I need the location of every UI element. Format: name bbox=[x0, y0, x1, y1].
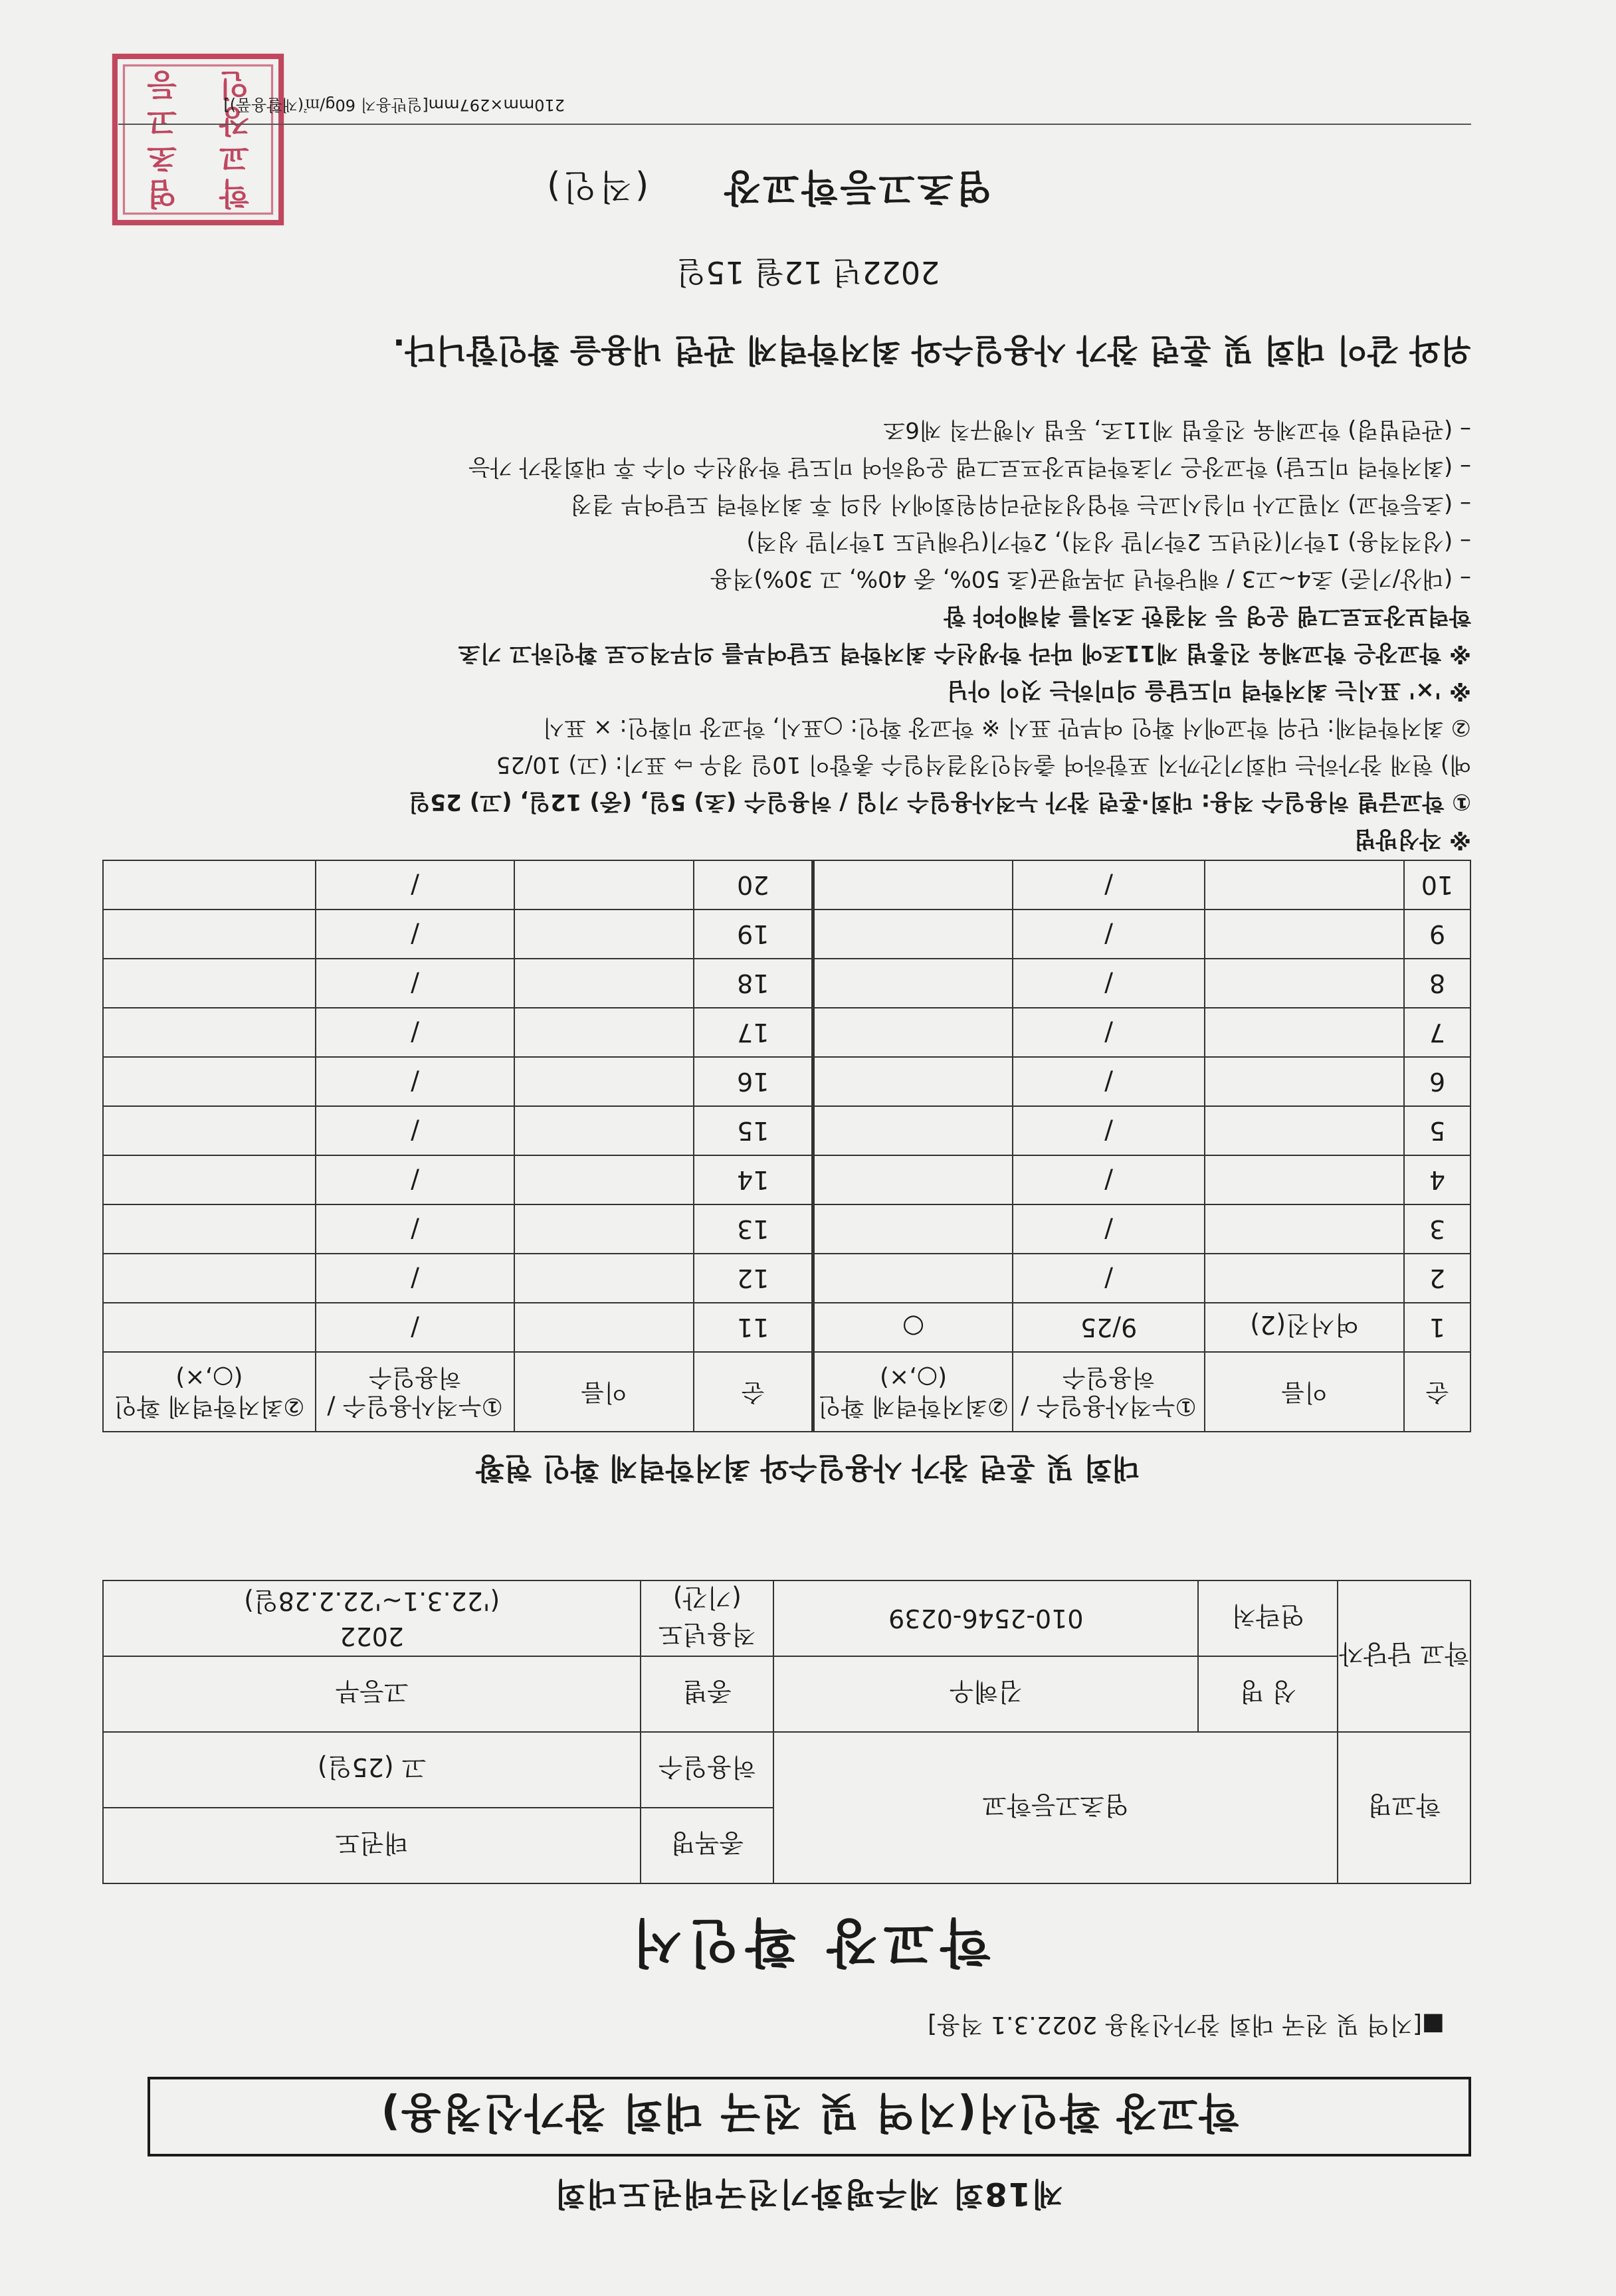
table-row bbox=[103, 860, 1470, 909]
row-no: 11 bbox=[694, 1303, 813, 1352]
allowed-days-value: 고 (25일) bbox=[103, 1732, 641, 1808]
period-year: 2022 bbox=[340, 1622, 405, 1652]
row-name bbox=[514, 1057, 694, 1106]
row-name bbox=[1205, 1008, 1404, 1057]
row-no: 18 bbox=[694, 959, 813, 1008]
header-check: ②최저학력제 확인(○,×) bbox=[813, 1352, 1013, 1432]
row-no: 6 bbox=[1404, 1057, 1470, 1106]
row-name bbox=[514, 860, 694, 909]
row-name bbox=[514, 909, 694, 959]
paper-spec: 210mm×297mm[일반용지 60g/㎡(재활용품)] bbox=[223, 96, 565, 114]
row-name bbox=[1205, 1254, 1404, 1303]
row-name bbox=[1205, 1204, 1404, 1254]
row-days: / bbox=[1013, 1057, 1205, 1106]
row-name bbox=[1205, 959, 1404, 1008]
row-days: / bbox=[316, 1155, 515, 1204]
bottom-rule bbox=[118, 124, 1471, 125]
document-title: 학교장 확인서 bbox=[625, 1912, 991, 1972]
row-check bbox=[813, 1155, 1013, 1204]
row-days: 9/25 bbox=[1013, 1303, 1205, 1352]
row-days: / bbox=[1013, 860, 1205, 909]
header-no: 순 bbox=[1404, 1352, 1470, 1432]
table-row bbox=[103, 1303, 1470, 1352]
row-days: / bbox=[316, 1106, 515, 1155]
row-no: 16 bbox=[694, 1057, 813, 1106]
row-check bbox=[103, 909, 316, 959]
note-line: – (관련법령) 학교체육 진흥법 제11조, 동법 시행규칙 제6조 bbox=[883, 417, 1471, 443]
form-title: 학교장 확인서(지역 및 전국 대회 참가신청용) bbox=[148, 2077, 1471, 2156]
row-no: 1 bbox=[1404, 1303, 1470, 1352]
grade-label: 종별 bbox=[641, 1656, 773, 1732]
contact-label: 연락처 bbox=[1198, 1580, 1338, 1656]
row-check bbox=[813, 1106, 1013, 1155]
row-days: / bbox=[316, 860, 515, 909]
row-no: 19 bbox=[694, 909, 813, 959]
row-check bbox=[103, 1106, 316, 1155]
row-days: / bbox=[1013, 1204, 1205, 1254]
participation-caption: 대회 및 훈련 참가 사용일수와 최저학력제 확인 현황 bbox=[476, 1451, 1140, 1485]
seal-text: 염초고등학교장인 bbox=[147, 67, 249, 212]
row-check bbox=[103, 1057, 316, 1106]
contact-value: 010-2546-0239 bbox=[773, 1580, 1198, 1656]
row-days: / bbox=[1013, 1106, 1205, 1155]
row-check bbox=[813, 1204, 1013, 1254]
row-name bbox=[1205, 1106, 1404, 1155]
note-line: – (최저학력 미도달) 학교장은 기초학력보장프로그램 운영하여 미도달 학생선수 이수 후 대회참가 가능 bbox=[468, 454, 1471, 480]
header-days: ①누적사용일수 /허용일수 bbox=[1013, 1352, 1205, 1432]
school-name-value: 염초고등학교 bbox=[773, 1732, 1338, 1883]
row-name bbox=[514, 1303, 694, 1352]
row-days: / bbox=[316, 959, 515, 1008]
issue-date: 2022년 12월 15일 bbox=[676, 254, 940, 290]
notes-lines bbox=[129, 411, 1471, 820]
row-no: 13 bbox=[694, 1204, 813, 1254]
seal-border bbox=[115, 56, 281, 223]
note-line: ※ 학교장은 학교체육 진흥법 제11조에 따라 학생선수 최저학력 도달여부를 의무적으로 확인하고 기초 bbox=[458, 640, 1471, 666]
row-no: 5 bbox=[1404, 1106, 1470, 1155]
row-no: 2 bbox=[1404, 1254, 1470, 1303]
row-days: / bbox=[1013, 959, 1205, 1008]
row-no: 12 bbox=[694, 1254, 813, 1303]
seal-label: (직인) bbox=[544, 166, 649, 206]
row-check bbox=[103, 959, 316, 1008]
participation-rows bbox=[103, 860, 1470, 1352]
row-days: / bbox=[1013, 909, 1205, 959]
notes-heading: ※ 작성방법 bbox=[1354, 826, 1471, 852]
row-name bbox=[514, 1204, 694, 1254]
row-days: / bbox=[316, 1057, 515, 1106]
row-name bbox=[1205, 909, 1404, 959]
row-days: / bbox=[316, 909, 515, 959]
row-check bbox=[813, 860, 1013, 909]
signer-name: 염초고등학교장 bbox=[722, 165, 992, 209]
table-row bbox=[103, 959, 1470, 1008]
row-no: 14 bbox=[694, 1155, 813, 1204]
table-row bbox=[103, 1155, 1470, 1204]
row-name bbox=[514, 1106, 694, 1155]
row-name bbox=[1205, 1057, 1404, 1106]
row-check bbox=[813, 909, 1013, 959]
table-row bbox=[103, 1057, 1470, 1106]
row-check bbox=[103, 1204, 316, 1254]
period-label: 적용년도 (기간) bbox=[641, 1580, 773, 1656]
participation-table bbox=[102, 860, 1471, 1432]
row-name bbox=[514, 1008, 694, 1057]
row-check: ○ bbox=[813, 1303, 1013, 1352]
row-check bbox=[813, 1057, 1013, 1106]
row-days: / bbox=[1013, 1155, 1205, 1204]
event-title: 제18회 제주평화기전국태권도대회 bbox=[553, 2175, 1063, 2212]
row-days: / bbox=[316, 1008, 515, 1057]
row-check bbox=[103, 1008, 316, 1057]
row-name bbox=[514, 1254, 694, 1303]
seal-inner-border bbox=[124, 65, 272, 213]
header-check-right: ②최저학력제 확인(○,×) bbox=[103, 1352, 316, 1432]
row-no: 7 bbox=[1404, 1008, 1470, 1057]
row-check bbox=[813, 1008, 1013, 1057]
row-check bbox=[103, 1254, 316, 1303]
note-line: ② 최저학력제: 단위 학교에서 확인 여부만 표시 ※ 학교장 확인: ○표시, 학교장 미확인: × 표시 bbox=[542, 714, 1471, 741]
sport-value: 태권도 bbox=[103, 1808, 641, 1883]
table-row bbox=[103, 1008, 1470, 1057]
row-no: 20 bbox=[694, 860, 813, 909]
grade-value: 고등부 bbox=[103, 1656, 641, 1732]
school-info-table bbox=[102, 1580, 1471, 1884]
row-days: / bbox=[316, 1303, 515, 1352]
writing-notes bbox=[129, 411, 1471, 858]
row-name bbox=[514, 1155, 694, 1204]
note-line: – (초등학교) 지필고사 미실시교는 학업성적관리위원회에서 심의 후 최저학력 도달여부 결정 bbox=[569, 491, 1471, 518]
row-no: 8 bbox=[1404, 959, 1470, 1008]
row-no: 3 bbox=[1404, 1204, 1470, 1254]
note-line: ※ '×' 표시는 최저학력 미도달을 의미하는 것이 아님 bbox=[946, 677, 1471, 704]
row-name bbox=[514, 959, 694, 1008]
row-days: / bbox=[1013, 1254, 1205, 1303]
application-notice: ■[지역 및 전국 대회 참가신청용 2022.3.1 적용] bbox=[928, 2011, 1445, 2038]
table-row bbox=[103, 909, 1470, 959]
confirmation-statement: 위와 같이 대회 및 훈련 참가 사용일수와 최저학력제 관련 내용을 확인합니다. bbox=[393, 332, 1471, 369]
row-name bbox=[1205, 860, 1404, 909]
row-days: / bbox=[316, 1204, 515, 1254]
row-check bbox=[813, 1254, 1013, 1303]
row-check bbox=[103, 1303, 316, 1352]
period-range: ('22.3.1~'22.2.28일) bbox=[244, 1586, 500, 1616]
row-no: 9 bbox=[1404, 909, 1470, 959]
row-check bbox=[103, 1155, 316, 1204]
note-line: 학력보장프로그램 운영 등 적절한 조치를 취해야야 함 bbox=[944, 603, 1471, 629]
header-name: 이름 bbox=[1205, 1352, 1404, 1432]
row-name bbox=[1205, 1155, 1404, 1204]
officer-name-value: 김혜우 bbox=[773, 1656, 1198, 1732]
row-name: 여서진(2) bbox=[1205, 1303, 1404, 1352]
header-no-right: 순 bbox=[694, 1352, 813, 1432]
table-row bbox=[103, 1204, 1470, 1254]
official-seal-icon bbox=[108, 49, 288, 230]
row-days: / bbox=[1013, 1008, 1205, 1057]
header-name-right: 이름 bbox=[514, 1352, 694, 1432]
header-days-right: ①누적사용일수 /허용일수 bbox=[316, 1352, 515, 1432]
period-value bbox=[103, 1580, 641, 1656]
row-check bbox=[103, 860, 316, 909]
note-line: – (성적적용) 1학기(전년도 2학기말 성적), 2학기(당해년도 1학기말 성적) bbox=[746, 528, 1471, 555]
table-row bbox=[103, 1254, 1470, 1303]
note-line: ① 학교급별 허용일수 적용: 대회·훈련 참가 누적사용일수 기입 / 허용일수 (초) 5일, (중) 12일, (고) 25일 bbox=[408, 789, 1471, 815]
allowed-days-label: 허용일수 bbox=[641, 1732, 773, 1808]
row-check bbox=[813, 959, 1013, 1008]
row-no: 15 bbox=[694, 1106, 813, 1155]
table-row bbox=[103, 1106, 1470, 1155]
row-days: / bbox=[316, 1254, 515, 1303]
row-no: 10 bbox=[1404, 860, 1470, 909]
sport-label: 종목명 bbox=[641, 1808, 773, 1883]
row-no: 4 bbox=[1404, 1155, 1470, 1204]
row-no: 17 bbox=[694, 1008, 813, 1057]
name-label: 성 명 bbox=[1198, 1656, 1338, 1732]
note-line: – (대상/기준) 초4~고3 / 해당학년 과목평균(초 50%, 중 40%, 고 30%)적용 bbox=[710, 565, 1471, 592]
officer-group-label: 학교 담당자 bbox=[1338, 1580, 1470, 1732]
school-name-label: 학교명 bbox=[1338, 1732, 1470, 1883]
note-line: 예) 현재 참가하는 대회기간까지 포함하여 출석인정결석일수 총합이 10일 경우 ⇨ 표기: (고) 10/25 bbox=[496, 751, 1471, 778]
